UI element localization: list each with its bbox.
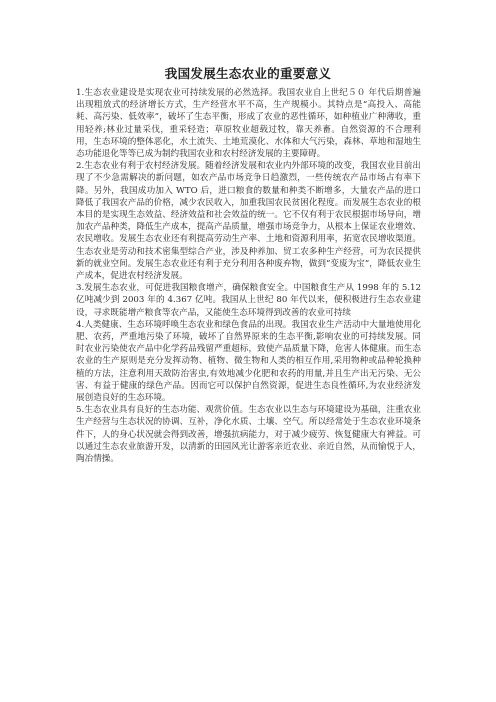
paragraph-5: 5.生态农业具有良好的生态功能、观赏价值。生态农业以生态与环境建设为基础，注重农业生产经营与生态状况的协调、互补，净化水质、土壤、空气。所以经常处于生态农业环境条件下，人的身心状况就会得到改善，增强抗病能力，对于减少疲劳、恢复健康大有裨益。可以通过生态农业旅游开发，以清新的田园风光让游客亲近农业、亲近自然，从而愉悦于人，陶冶情操。 <box>76 405 421 465</box>
paragraph-1: 1.生态农业建设是实现农业可持续发展的必然选择。我国农业自上世纪５０ 年代后期普遍出现粗放式的经济增长方式，生产经营水平不高，生产规模小。其特点是“高投入、高能耗、高污染、低效率”，破坏了生态平衡，形成了农业的恶性循环，如种植业广种薄收，重用轻养;林业过量采伐，重采轻造；草原牧业超载过牧，靠天养畜。自然资源的不合理利用，生态环境的整体恶化，水土流失、土地荒漠化、水体和大气污染，森林、草地和湿地生态功能退化等等已成为制约我国农业和农村经济发展的主要障碍。 <box>76 88 421 160</box>
document-title: 我国发展生态农业的重要意义 <box>164 66 332 81</box>
paragraph-2: 2.生态农业有利于农村经济发展。随着经济发展和农业内外部环境的改变，我国农业目前出现了不少急需解决的新问题，如农产品市场竞争日趋激烈，一些传统农产品市场占有率下降。另外，我国成功加入 WTO 后，进口粮食的数量和种类不断增多，大量农产品的进口降低了我国农产品的价格，减少农民收入，加重我国农民贫困化程度。而发展生态农业的根本目的是实现生态效益、经济效益和社会效益的统一。它不仅有利于农民根据市场导向，增加农产品种类，降低生产成本，提高产品质量，增强市场竞争力，从根本上保证农业增效、农民增收。发展生态农业还有利提高劳动生产率、土地和资源利用率，拓宽农民增收渠道。生态农业是劳动和技术密集型综合产业，涉及种养加、贸工农多种生产经营，可为农民提供新的就业空间。发展生态农业还有利于充分利用各种废弃物，做到“变废为宝”，降低农业生产成本，促进农村经济发展。 <box>76 161 421 282</box>
paragraph-3: 3.发展生态农业，可促进我国粮食增产，确保粮食安全。中国粮食生产从 1998 年的 5.12 亿吨减少到 2003 年的 4.367 亿吨。我国从上世纪 80 年代以来，便积极进行生态农业建设，寻求既能增产粮食等农产品，又能使生态环境得到改善的农业可持续 <box>76 283 421 318</box>
paragraph-4: 4.人类健康、生态环境呼唤生态农业和绿色食品的出现。我国农业生产活动中大量地使用化肥、农药，严重地污染了环境，破坏了自然界原来的生态平衡,影响农业的可持续发展。同时农业污染使农产品中化学药品残留严重超标，致使产品质量下降，危害人体健康。而生态农业的生产原则是充分发挥动物、植物、微生物和人类的相互作用,采用物种或品种轮换种植的方法，注意利用天敌防治害虫,有效地减少化肥和农药的用量,并且生产出无污染、无公害、有益于健康的绿色产品。因而它可以保护自然资源，促进生态良性循环,为农业经济发展创造良好的生态环境。 <box>76 319 421 404</box>
document-body <box>76 87 421 465</box>
